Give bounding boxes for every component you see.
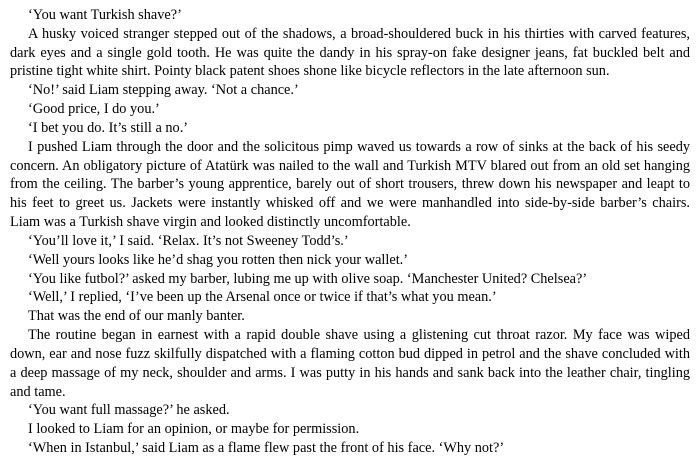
paragraph: ‘You want full massage?’ he asked. bbox=[28, 402, 230, 419]
paragraph: ‘When in Istanbul,’ said Liam as a flame flew past the front of his face. ‘Why not?’ bbox=[28, 440, 505, 457]
document-body bbox=[10, 6, 690, 458]
paragraph: ‘You want Turkish shave?’ bbox=[28, 7, 182, 23]
paragraph: ‘No!’ said Liam stepping away. ‘Not a chance.’ bbox=[28, 82, 299, 99]
paragraph: I pushed Liam through the door and the solicitous pimp waved us towards a row of sinks at the back of his seedy concern. An obligatory picture of Atatürk was nailed to the wall and Turkish MTV blared out from an old set hanging from the ceiling. The barber’s young apprentice, barely out of short trousers, threw down his newspaper and leapt to his feet to greet us. Jackets were instantly whisked off and we were manhandled into side-by-side barber’s chairs. Liam was a Turkish shave virgin and looked distinctly uncomfortable. bbox=[10, 138, 690, 231]
paragraph: ‘Good price, I do you.’ bbox=[28, 101, 160, 118]
paragraph: I looked to Liam for an opinion, or maybe for permission. bbox=[28, 421, 360, 438]
paragraph: ‘You like futbol?’ asked my barber, lubing me up with olive soap. ‘Manchester United? Chelsea?’ bbox=[28, 270, 588, 287]
paragraph: ‘Well,’ I replied, ‘I’ve been up the Arsenal once or twice if that’s what you mean.’ bbox=[28, 289, 497, 306]
paragraph: ‘I bet you do. It’s still a no.’ bbox=[28, 119, 189, 136]
paragraph: A husky voiced stranger stepped out of the shadows, a broad-shouldered buck in his thirties with carved features, dark eyes and a single gold tooth. He was quite the dandy in his spray-on fake designer jeans, fat buckled belt and pristine tight white shirt. Pointy black patent shoes shone like bicycle reflectors in the late afternoon sun. bbox=[10, 25, 690, 80]
paragraph: ‘Well yours looks like he’d shag you rotten then nick your wallet.’ bbox=[28, 251, 409, 268]
paragraph: That was the end of our manly banter. bbox=[28, 308, 245, 325]
paragraph: The routine began in earnest with a rapid double shave using a glistening cut throat razor. My face was wiped down, ear and nose fuzz skilfully dispatched with a flaming cotton bud dipped in petrol and the shave concluded with a deep massage of my neck, shoulder and arms. I was putty in his hands and sank back into the leather chair, tingling and tame. bbox=[10, 327, 690, 400]
paragraph: ‘You’ll love it,’ I said. ‘Relax. It’s not Sweeney Todd’s.’ bbox=[28, 232, 349, 249]
